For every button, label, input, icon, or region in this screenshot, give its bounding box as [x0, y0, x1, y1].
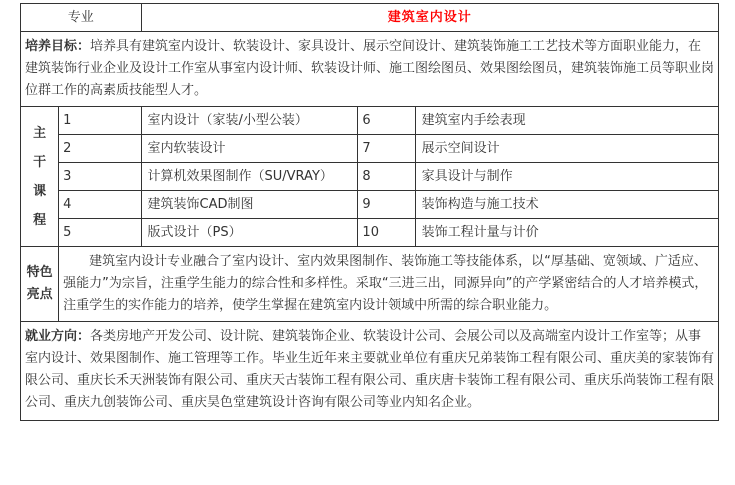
course-name: 展示空间设计: [415, 135, 718, 163]
employment-row: [21, 322, 719, 421]
features-text: 建筑室内设计专业融合了室内设计、室内效果图制作、装饰施工等技能体系，以“厚基础、宽领域、广适应、强能力”为宗旨，注重学生能力的综合性和多样性。采取“三进三出，同源异向”的产学紧密结合的人才培养模式，注重学生的实作能力的培养，使学生掌握在建筑室内设计领域中所需的综合职业能力。: [59, 247, 719, 322]
features-label: 特色亮点: [21, 247, 59, 322]
objective-text: 培养具有建筑室内设计、软装设计、家具设计、展示空间设计、建筑装饰施工工艺技术等方面职业能力，在建筑装饰行业企业及设计工作室从事室内设计师、软装设计师、施工图绘图员、效果图绘图员，建筑装饰施工员等职业岗位群工作的高素质技能型人才。: [25, 39, 715, 98]
course-name: 建筑装饰CAD制图: [141, 191, 358, 219]
objective-row: [21, 32, 719, 107]
course-row: [21, 163, 719, 191]
employment-lead: 就业方向：: [25, 329, 91, 344]
course-row: [21, 135, 719, 163]
course-row: [21, 219, 719, 247]
course-number: 1: [59, 107, 141, 135]
course-row: [21, 107, 719, 135]
course-number: 5: [59, 219, 141, 247]
course-name: 室内软装设计: [141, 135, 358, 163]
employment-text: 各类房地产开发公司、设计院、建筑装饰企业、软装设计公司、会展公司以及高端室内设计工作室等；从事室内设计、效果图制作、施工管理等工作。毕业生近年来主要就业单位有重庆兄弟装饰工程有限公司、重庆美的家装饰有限公司、重庆长禾天洲装饰有限公司、重庆天古装饰工程有限公司、重庆唐卡装饰工程有限公司、重庆乐尚装饰工程有限公司、重庆九创装饰公司、重庆昊色堂建筑设计咨询有限公司等业内知名企业。: [25, 329, 715, 410]
course-number: 3: [59, 163, 141, 191]
header-row: [21, 4, 719, 32]
features-row: [21, 247, 719, 322]
course-number: 10: [358, 219, 415, 247]
course-name: 家具设计与制作: [415, 163, 718, 191]
course-number: 7: [358, 135, 415, 163]
courses-label-char: 主: [33, 125, 47, 141]
courses-label-char: 干: [33, 154, 47, 170]
major-title: 建筑室内设计: [141, 4, 718, 32]
course-number: 2: [59, 135, 141, 163]
major-label: 专业: [21, 4, 142, 32]
courses-label-char: 程: [33, 212, 47, 228]
objective-lead: 培养目标：: [25, 39, 91, 54]
employment-cell: [21, 322, 719, 421]
course-name: 建筑室内手绘表现: [415, 107, 718, 135]
objective-cell: [21, 32, 719, 107]
courses-label: [21, 107, 59, 247]
courses-label-char: 课: [33, 183, 47, 199]
course-number: 9: [358, 191, 415, 219]
course-name: 版式设计（PS）: [141, 219, 358, 247]
course-number: 4: [59, 191, 141, 219]
program-table: [20, 3, 719, 421]
course-name: 室内设计（家装/小型公装）: [141, 107, 358, 135]
course-number: 8: [358, 163, 415, 191]
course-name: 装饰构造与施工技术: [415, 191, 718, 219]
course-name: 装饰工程计量与计价: [415, 219, 718, 247]
course-name: 计算机效果图制作（SU/VRAY）: [141, 163, 358, 191]
course-number: 6: [358, 107, 415, 135]
course-row: [21, 191, 719, 219]
